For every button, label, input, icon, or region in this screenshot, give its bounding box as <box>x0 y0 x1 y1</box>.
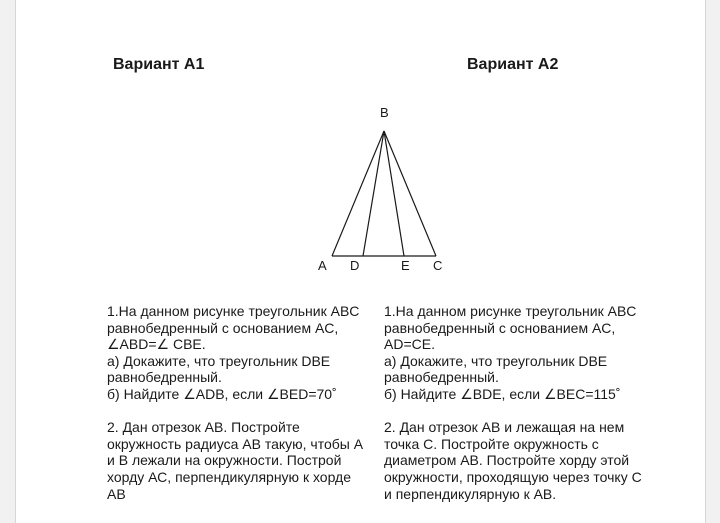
a2-task2-line5: и перпендикулярную к АВ. <box>384 485 557 502</box>
variant-a1-title: Вариант А1 <box>113 56 205 73</box>
a1-task2-line1: 2. Дан отрезок АВ. Постройте <box>107 419 300 436</box>
a1-task1-line1: 1.На данном рисунке треугольник ABC <box>107 303 360 319</box>
a2-task1-line6: б) Найдите ∠BDE, если ∠BEC=115˚ <box>384 385 621 402</box>
a2-task2-line4: окружности, проходящую через точку С <box>384 468 642 485</box>
a2-task1-line5: равнобедренный. <box>384 369 499 386</box>
a1-task2-line2: окружность радиуса АВ такую, чтобы А <box>107 435 364 452</box>
a1-task2-line3: и В лежали на окружности. Построй <box>107 452 342 469</box>
a1-task1-line3: ∠ABD=∠ CBE. <box>107 336 206 353</box>
a2-task2-line2: точка С. Постройте окружность с <box>384 435 599 452</box>
point-d-label: D <box>350 258 360 273</box>
segment-be <box>384 131 404 256</box>
a2-task1-line2: равнобедренный с основанием AC, <box>384 319 616 336</box>
a2-task2-line3: диаметром АВ. Постройте хорду этой <box>384 452 630 469</box>
a1-task1-line5: равнобедренный. <box>107 369 222 386</box>
point-c-label: C <box>433 258 443 273</box>
a1-task1-line6: б) Найдите ∠ADB, если ∠BED=70˚ <box>107 385 337 402</box>
a1-task2-line4: хорду АС, перпендикулярную к хорде <box>107 468 352 485</box>
a2-task1-line1: 1.На данном рисунке треугольник ABC <box>384 303 637 319</box>
a2-task1-line3: AD=CE. <box>384 336 435 353</box>
variant-a2-title: Вариант А2 <box>467 56 559 73</box>
a2-task1-line4: а) Докажите, что треугольник DBE <box>384 352 608 369</box>
a1-task1-line4: а) Докажите, что треугольник DBE <box>107 352 331 369</box>
point-a-label: A <box>318 258 327 273</box>
a2-task2-line1: 2. Дан отрезок АВ и лежащая на нем <box>384 419 625 436</box>
point-b-label: B <box>380 105 389 120</box>
side-bc <box>384 131 436 256</box>
a1-task1-line2: равнобедренный с основанием AC, <box>107 319 339 336</box>
point-e-label: E <box>401 258 410 273</box>
side-ab <box>332 131 384 256</box>
segment-bd <box>363 131 384 256</box>
a1-task2-line5: АВ <box>107 485 126 502</box>
